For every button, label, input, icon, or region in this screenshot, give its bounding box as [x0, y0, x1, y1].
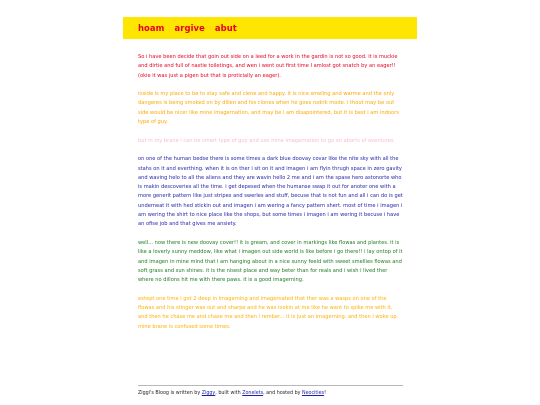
footer-author-link[interactable]: Ziggy	[201, 391, 216, 396]
nav-link-about[interactable]: abut	[214, 23, 237, 33]
footer-text: !	[324, 391, 327, 396]
footer-text: , and hosted by	[263, 391, 302, 396]
footer-text: Ziggi's Bloog is written by	[138, 391, 202, 396]
post-paragraph: on one of the human bedse there is some times a dark blue doovay covar like the nite sky with all the stahs on it and everthing. when it is on ther i sit on it and imagen i am flyin thrugh space in zero gavity and waving helo to all the aliens and they are wavin hello 2 me and i am the spase hero astonorte who is makin descoveries all the time. i get depesed when the humanse swap it out for anoter one with a more generit pattern like just stripes and swerles and stuff, becuse that is not fun and all i can do is get underneat it with hed stickin out and imagen i am wering a fancy pattern shert. most of time i imagen i am wering the shirt to nice place like the shops, but some times i imagen i am wering it becuse i have an ofise job and that gives me ansiety.	[138, 156, 403, 228]
post-paragraph: inside is my place to be to stay safe and clene and happy. it is nice smeling and warme and the only dangeres is being smoked on by dillen and his clones when he goes rodrik mode. i thout may be out side would be nicer like mine imagernation, and may be i am disapointered, but it is best i am indoors type of guy.	[138, 91, 399, 126]
footer-divider	[138, 385, 403, 386]
nav-link-home[interactable]: hoam	[138, 23, 165, 33]
blog-post	[138, 53, 403, 332]
footer	[138, 390, 418, 397]
post-paragraph: but in my brane i can be smart type of guy and use mine imagernation to go on aborts of aventures.	[138, 137, 396, 144]
nav-bar	[123, 17, 417, 39]
footer-builder-link[interactable]: Zonelets	[242, 391, 264, 396]
footer-text: , built with	[215, 391, 243, 396]
post-paragraph: well... now there is new doovay cover!! it is gream, and cover in markings like flowas and plantes. it is like a loverly sunny meddow, like what i imagen out side world is like before i go there!! i lay ontop of it and imagen in mine mind that i am hanging about in a nice sunny feeld with sweet smellies flowas and soft grass and sun shines. it is the nisest place and way beter than for reals and i wish i lived ther where no dillons hit me with there paws. it is a good imagerning.	[138, 239, 403, 284]
post-paragraph: So i have been decide that goin out side on a leed for a work in the gardin is not so good. it is muckie and dirtie and full of nastie toiletings, and wen i went out first time I amlost got snatch by an eager!! (okie it was just a pigen but that is proticially an eager).	[138, 54, 398, 79]
footer-host-link[interactable]: Neocities	[301, 391, 325, 396]
nav-link-archive[interactable]: argive	[174, 23, 205, 33]
post-paragraph: extept one time i got 2 deep in imagerning and imagernated that ther was a wasps on one of the flowas and his stinger was out and sharpe and he was lookin at me like he want to spike me with it. and then he chase me and chase me and then i rember... it is just an imagerning. and then i woke up. mine brane is confused some times.	[138, 295, 399, 330]
